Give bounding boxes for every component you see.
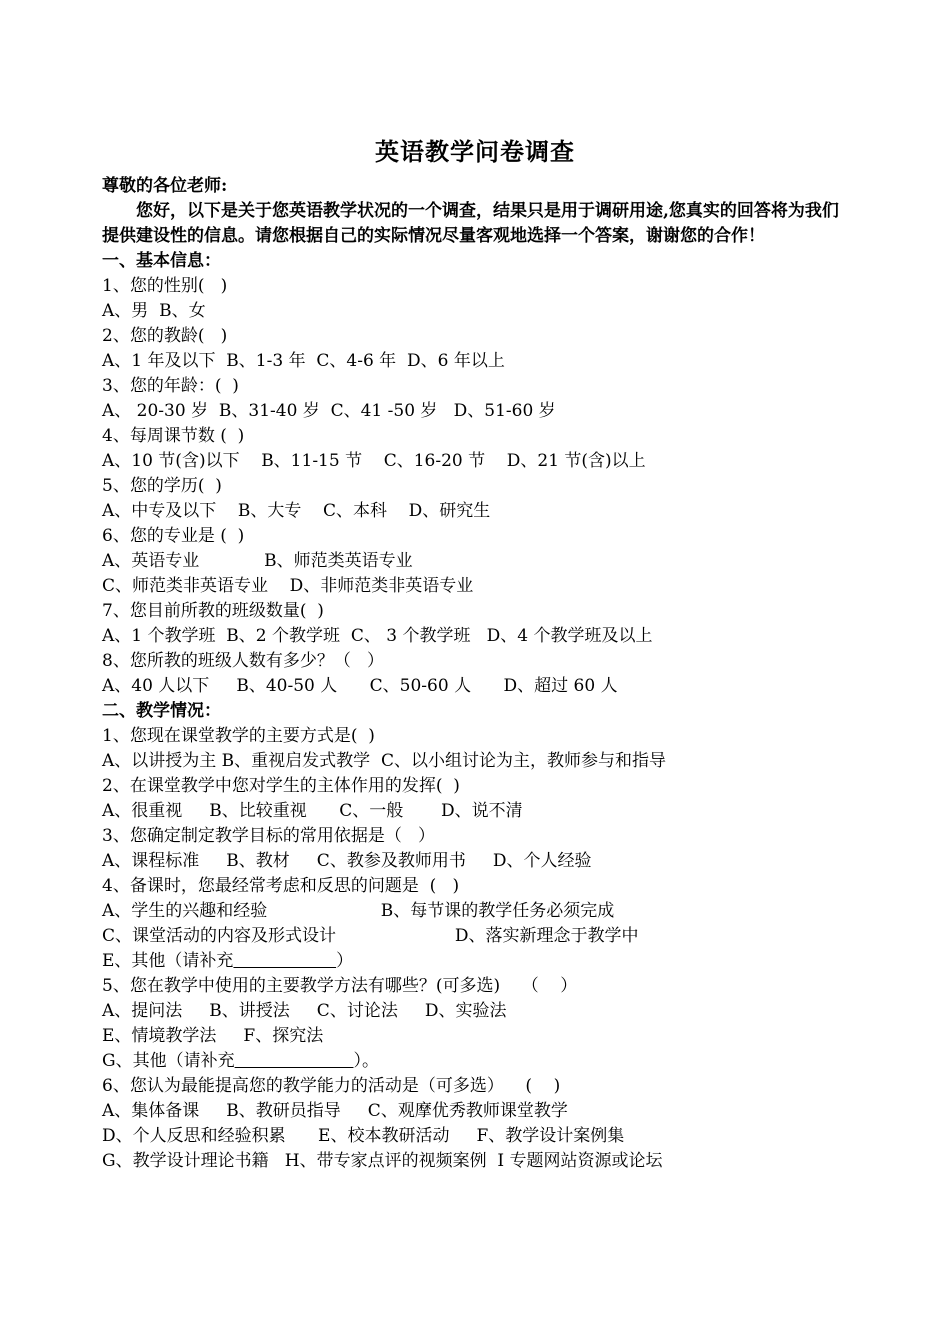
questionnaire-line: A、1 年及以下 B、1-3 年 C、4-6 年 D、6 年以上 — [102, 351, 505, 371]
question-5-other-option — [102, 1049, 850, 1074]
questionnaire-line: 3、您确定制定教学目标的常用依据是（ ） — [102, 826, 436, 846]
questionnaire-line: 8、您所教的班级人数有多少？（ ） — [102, 651, 385, 671]
questionnaire-body — [102, 174, 850, 1174]
other-option-close: ）。 — [353, 1051, 379, 1071]
questionnaire-line: A、 20-30 岁 B、31-40 岁 C、41 -50 岁 D、51-60 岁 — [102, 401, 556, 421]
section-teaching-part-c — [102, 1074, 850, 1174]
questionnaire-line: A、40 人以下 B、40-50 人 C、50-60 人 D、超过 60 人 — [102, 676, 618, 696]
section-teaching-heading: 二、教学情况： — [102, 701, 221, 721]
questionnaire-line: E、情境教学法 F、探究法 — [102, 1026, 324, 1046]
section-basic-info-heading: 一、基本信息： — [102, 251, 221, 271]
questionnaire-line: A、集体备课 B、教研员指导 C、观摩优秀教师课堂教学 — [102, 1101, 568, 1121]
questionnaire-line: D、个人反思和经验积累 E、校本教研活动 F、教学设计案例集 — [102, 1126, 625, 1146]
questionnaire-line: A、以讲授为主 B、重视启发式教学 C、以小组讨论为主，教师参与和指导 — [102, 751, 666, 771]
questionnaire-line: 6、您认为最能提高您的教学能力的活动是（可多选） ( ) — [102, 1076, 561, 1096]
questionnaire-line: 5、您的学历( ) — [102, 476, 222, 496]
questionnaire-line: A、很重视 B、比较重视 C、一般 D、说不清 — [102, 801, 523, 821]
questionnaire-line: C、师范类非英语专业 D、非师范类非英语专业 — [102, 576, 474, 596]
questionnaire-line: A、课程标准 B、教材 C、教参及教师用书 D、个人经验 — [102, 851, 592, 871]
questionnaire-line: 5、您在教学中使用的主要教学方法有哪些？(可多选) （ ） — [102, 976, 578, 996]
questionnaire-line: 2、在课堂教学中您对学生的主体作用的发挥( ) — [102, 776, 460, 796]
questionnaire-line: A、学生的兴趣和经验 B、每节课的教学任务必须完成 — [102, 901, 615, 921]
questionnaire-line: 6、您的专业是 ( ) — [102, 526, 245, 546]
questionnaire-line: 1、您现在课堂教学的主要方式是( ) — [102, 726, 375, 746]
questionnaire-line: 7、您目前所教的班级数量( ) — [102, 601, 324, 621]
questionnaire-line: A、1 个教学班 B、2 个教学班 C、 3 个教学班 D、4 个教学班及以上 — [102, 626, 653, 646]
questionnaire-line: A、英语专业 B、师范类英语专业 — [102, 551, 413, 571]
other-option-label: G、其他（请补充 — [102, 1051, 235, 1071]
greeting: 尊敬的各位老师: — [102, 176, 228, 196]
section-teaching-part-a — [102, 724, 850, 949]
document-title: 英语教学问卷调查 — [375, 137, 575, 166]
fill-in-blank[interactable] — [233, 951, 336, 971]
questionnaire-line: C、课堂活动的内容及形式设计 D、落实新理念于教学中 — [102, 926, 639, 946]
other-option-label: E、其他（请补充 — [102, 951, 234, 971]
questionnaire-line: 3、您的年龄：( ) — [102, 376, 239, 396]
other-option-close: ） — [336, 951, 354, 971]
question-4-other-option — [102, 949, 850, 974]
questionnaire-line: 1、您的性别( ) — [102, 276, 228, 296]
questionnaire-line: G、教学设计理论书籍 H、带专家点评的视频案例 I 专题网站资源或论坛 — [102, 1151, 663, 1171]
section-teaching-part-b — [102, 974, 850, 1049]
section-basic-info — [102, 274, 850, 699]
questionnaire-line: A、男 B、女 — [102, 301, 206, 321]
questionnaire-line: A、提问法 B、讲授法 C、讨论法 D、实验法 — [102, 1001, 507, 1021]
fill-in-blank[interactable] — [235, 1051, 354, 1071]
questionnaire-line: 4、备课时，您最经常考虑和反思的问题是 ( ) — [102, 876, 460, 896]
questionnaire-line: A、中专及以下 B、大专 C、本科 D、研究生 — [102, 501, 491, 521]
questionnaire-line: A、10 节(含)以下 B、11-15 节 C、16-20 节 D、21 节(含)以上 — [102, 451, 646, 471]
intro-paragraph: 您好，以下是关于您英语教学状况的一个调查，结果只是用于调研用途,您真实的回答将为我们提供建设性的信息。请您根据自己的实际情况尽量客观地选择一个答案，谢谢您的合作！ — [102, 201, 839, 246]
questionnaire-line: 4、每周课节数 ( ) — [102, 426, 245, 446]
questionnaire-line: 2、您的教龄( ) — [102, 326, 228, 346]
